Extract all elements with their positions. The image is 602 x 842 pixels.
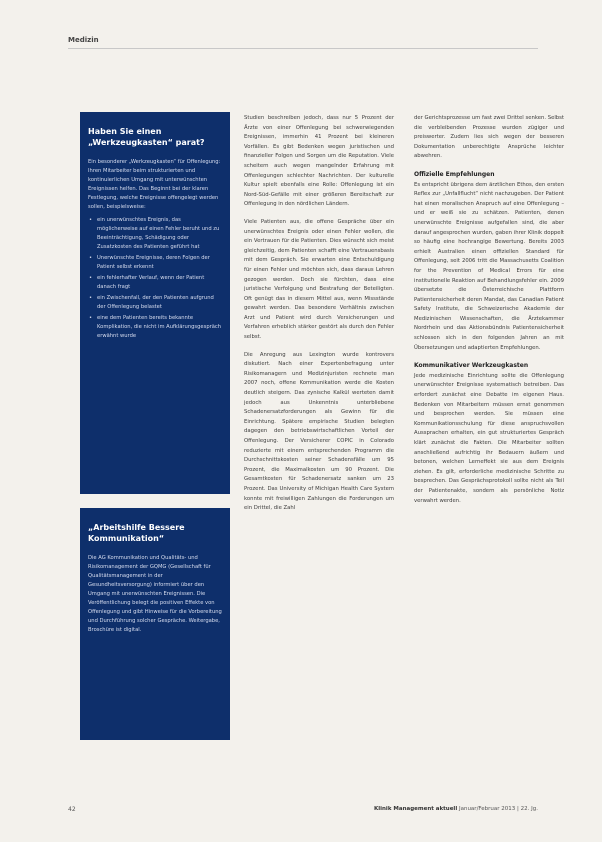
box-title: „Arbeitshilfe Bessere Kommunikation“ [88, 523, 185, 543]
box-list [88, 216, 222, 341]
article-column-2 [244, 114, 394, 522]
sidebar-box-toolkit [80, 112, 230, 494]
paragraph: Viele Patienten aus, die offene Gespräche über ein unerwünschtes Ereignis oder einen Fehler wollen, die ein Vertrauen für die Patienten. Dies wünscht sich meist gleichzeitig, dem Patienten schafft eine Vertrauensbasis mit dem Gespräch. Sie erwarten eine Entschuldigung für einen Fehler und möchten sich, dass daraus Lehren gezogen werden. Doch sie fürchten, dass eine juristische Verfolgung und Bestrafung der Beteiligten. Oft genügt das in diesem Mittel aus, wenn Missstände gewahrt werden. Das besondere Verhältnis zwischen Arzt und Patient wird durch Versicherungen und Verfahren erheblich stärker gestört als durch den Fehler selbst. [244, 218, 394, 341]
issue-info: Januar/Februar 2013 | 22. Jg. [458, 806, 538, 812]
list-item: • eine dem Patienten bereits bekannte Komplikation, die nicht im Aufklärungsgespräch erwähnt wurde [88, 314, 222, 341]
list-item: • ein unerwünschtes Ereignis, das möglicherweise auf einen Fehler beruht und zu Beeinträchtigung, Schädigung oder Zusatzkosten des Patienten geführt hat [88, 216, 222, 252]
box-intro: Ein besonderer „Werkzeugkasten“ für Offenlegung: Ihren Mitarbeiter beim strukturierten und kontinuierlichen Umgang mit unterwünschten Ereignissen helfen. Das Beginnt bei der klaren Festlegung, welche Ereignisse offengelegt werden sollen, beispielsweise: [88, 159, 221, 210]
list-item: • ein Zwischenfall, der den Patienten aufgrund der Offenlegung belastet [88, 294, 222, 312]
list-item: • Unerwünschte Ereignisse, deren Folgen der Patient selbst erkennt [88, 254, 222, 272]
article-column-3 [414, 114, 564, 514]
box-title: Haben Sie einen „Werkzeugkasten“ parat? [88, 127, 205, 147]
box-body: Die AG Kommunikation und Qualitäts- und Risikomanagement der GQMG (Gesellschaft für Qualitätsmanagement in der Gesundheitsversorgung) informiert über den Umgang mit unerwünschten Ereignissen. Die Veröffentlichung belegt die positiven Effekte von Offenlegung und gibt Hinweise für die Vorbereitung und Durchführung solcher Gespräche. Weitergabe, Broschüre ist digital. [88, 555, 222, 633]
section-label: Medizin [68, 36, 99, 44]
journal-name: Klinik Management aktuell [373, 806, 458, 812]
sidebar-box-communication [80, 508, 230, 740]
page-number: 42 [68, 806, 76, 813]
header-rule [68, 48, 538, 49]
subheading: Kommunikativer Werkzeugkasten [414, 362, 529, 370]
paragraph: der Gerichtsprozesse um fast zwei Drittel senken. Selbst die verbleibenden Prozesse wurden zügiger und preiswerter. Zudem lies sich wegen der besseren Dokumentation unberechtigte Ansprüche leichter abwehren. [414, 115, 564, 160]
paragraph: Die Anregung aus Lexington wurde kontrovers diskutiert. Nach einer Expertenbefragung unter Risikomanagern und Medizinjuristen rechnete man 2007 noch, offene Kommunikation werde die Kosten deutlich steigern. Das zynische Kalkül werteten damit jedoch aus Unkenntnis unterbliebene Schadenersatzforderungen als Gewinn für die Einrichtung. Spätere empirische Studien belegten dagegen den betriebswirtschaftlichen Vorteil der Offenlegung. Der Versicherer COPIC in Colorado reduzierte mit einem entsprechenden Programm die Durchschnittskosten seiner Schadensfälle um 95 Prozent, die Maximalkosten um 90 Prozent. Die Gesamtkosten für Schadenersatz sanken um 23 Prozent. Das University of Michigan Health Care System konnte mit freiwilligen Zahlungen die Forderungen um ein Drittel, die Zahl [244, 351, 394, 512]
paragraph: Studien beschreiben jedoch, dass nur 5 Prozent der Ärzte von einer Offenlegung bei schwerwiegenden Ereignissen, immerhin 41 Prozent bei kleineren Vorfällen. Es gibt Bedenken wegen juristischen und finanzieller Folgen und Sorgen um die Reputation. Viele scheitern auch wegen mangelnder Erfahrung mit Offenlegungen schlechter Nachrichten. Der kulturelle Kultur spielt ebenfalls eine Rolle: Offenlegung ist ein Nord-Süd-Gefälle mit einer größeren Bereitschaft zur Offenlegung in den nördlichen Ländern. [244, 115, 394, 208]
paragraph: Jede medizinische Einrichtung sollte die Offenlegung unerwünschter Ereignisse systematisch betreiben. Das erfordert zunächst eine Debatte im eigenen Haus. Bedenken von Mitarbeitern müssen ernst genommen und besprochen werden. Sie müssen eine Kommunikationsschulung für diese anspruchsvollen Aussprachen erhalten, ein gut strukturiertes Gespräch klärt zunächst die Fakten. Die Mitarbeiter sollten anschließend aufrichtig ihr Bedauern äußern und betonen, welchen Lerneffekt sie aus dem Ereignis ziehen. Es gilt, erforderliche medizinische Schritte zu besprechen. Das Gesprächsprotokoll sollte nicht als Teil der Patientenakte, sondern als persönliche Notiz verwahrt werden. [414, 372, 564, 504]
subheading: Offizielle Empfehlungen [414, 170, 495, 178]
list-item: • ein fehlerhafter Verlauf, wenn der Patient danach fragt [88, 274, 222, 292]
paragraph: Es entspricht übrigens dem ärztlichen Ethos, den ersten Reflex zur „Unfallflucht“ nicht nachzugeben. Der Patient hat einen moralischen Anspruch auf eine Offenlegung – und er weiß sie zu schätzen. Patienten, denen unerwünschte Ereignisse aufgefallen sind, die aber darauf angesprochen wurden, gaben ihrer Klinik doppelt so häufig eine hochrangige Bewertung. Bereits 2003 erhielt Australien einen offiziellen Standard für Offenlegung, seit 2006 tritt die Massachusetts Coalition for the Prevention of Medical Errors für eine institutionelle Reaktion auf Behandlungsfehler ein. 2009 übersetzte die Österreichische Plattform Patientensicherheit deren Mandat, das Canadian Patient Safety Institute, die Schweizerische Akademie der Medizinischen Wissenschaften, die Ärztekammer Nordrhein und das Aktionsbündnis Patientensicherheit schlossen sich in den folgenden Jahren an mit Übersetzungen und adaptierten Empfehlungen. [414, 181, 564, 351]
footer-journal [374, 806, 538, 812]
